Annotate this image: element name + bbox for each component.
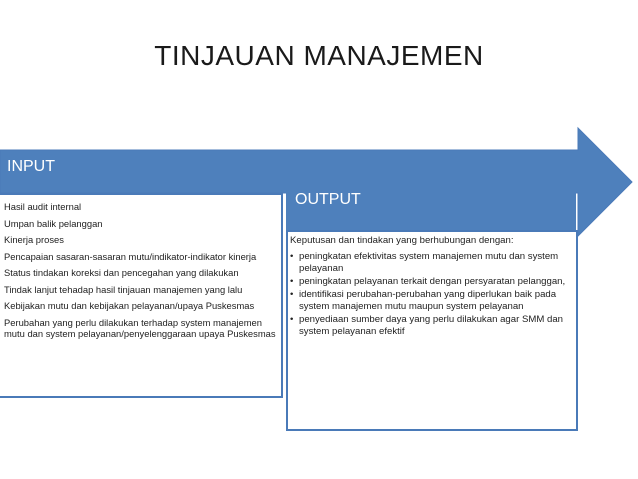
slide-title: TINJAUAN MANAJEMEN <box>154 40 484 71</box>
bullet-icon: • <box>290 314 294 325</box>
input-item-targets: Pencapaian sasaran-sasaran mutu/indikator-indikator kinerja <box>4 250 257 262</box>
output-intro: Keputusan dan tindakan yang berhubungan dengan: <box>290 235 514 246</box>
bullet-icon: • <box>290 276 294 287</box>
output-item-resources: • penyediaan sumber daya yang perlu dilakukan agar SMM dan system pelayanan efektif <box>290 314 563 337</box>
output-item-effectiveness: • peningkatan efektivitas system manajemen mutu dan system pelayanan <box>290 251 559 274</box>
bullet-icon: • <box>290 289 294 300</box>
input-list <box>4 201 280 345</box>
bullet-icon: • <box>290 251 294 262</box>
output-item-service: • peningkatan pelayanan terkait dengan persyaratan pelanggan, <box>290 276 566 287</box>
input-item-followup: Tindak lanjut tehadap hasil tinjauan manajemen yang lalu <box>4 283 243 295</box>
input-item-audit: Hasil audit internal <box>4 201 82 212</box>
input-item-changes: Perubahan yang perlu dilakukan terhadap system manajemen mutu dan system pelayanan/penyelenggaraan upaya Puskesmas <box>4 316 276 339</box>
output-item-identification: • identifikasi perubahan-perubahan yang diperlukan baik pada system manajemen mutu maupun system pelayanan <box>290 289 557 312</box>
output-label: OUTPUT <box>295 191 361 208</box>
input-item-process: Kinerja proses <box>4 234 64 245</box>
input-item-policy: Kebijakan mutu dan kebijakan pelayanan/upaya Puskesmas <box>4 300 255 311</box>
output-list <box>290 251 572 339</box>
input-item-feedback: Umpan balik pelanggan <box>4 217 103 229</box>
input-item-corrective: Status tindakan koreksi dan pencegahan yang dilakukan <box>4 267 239 278</box>
input-label: INPUT <box>7 158 55 175</box>
